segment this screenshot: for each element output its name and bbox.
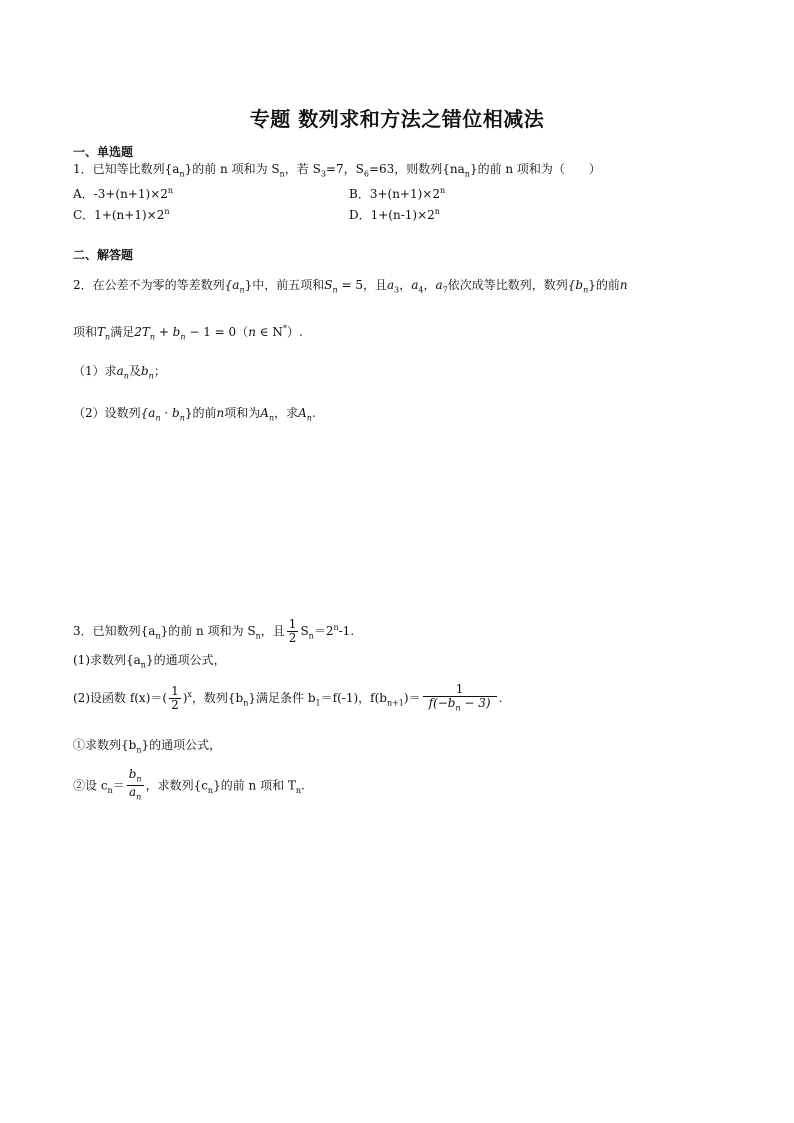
- question-3-stem: 3．已知数列$\{a_n\}$的前 n 项和为 $S_n$，且 $\frac{1}{2}$ $S_n=2^n-1$.: [73, 617, 355, 645]
- question-3-part-1: (1)求数列$\{a_n\}$的通项公式，: [73, 653, 226, 670]
- question-3-subpart-2: ②设 $c_n=$ $\frac{b_n}{a_n}$ ，求数列$\{c_n\}$的前 n 项和 $T_n$.: [73, 767, 305, 802]
- section-heading-answer: 二、解答题: [73, 248, 134, 262]
- question-2-line-1: 2．在公差不为零的等差数列$\{a_n\}$中，前五项和$S_n = 5$，且$a_3$，$a_4$，$a_7$依次成等比数列，数列$\{b_n\}$的前n: [73, 278, 628, 295]
- option-c[interactable]: C．$1+(n+1)\times 2^n$: [73, 207, 170, 222]
- fraction-b-over-a: $\frac{b_n}{a_n}$: [128, 767, 142, 802]
- question-2-part-1: （1）求$a_n$及$b_n$；: [73, 364, 166, 381]
- fraction-recurrence: $\frac{1}{f(-b_n - 3)}$: [423, 683, 497, 714]
- option-a[interactable]: A．$-3+(n+1)\times 2^n$: [73, 186, 174, 201]
- option-d[interactable]: D．$1+(n-1)\times 2^n$: [349, 207, 440, 222]
- page-title: 专题 数列求和方法之错位相减法: [249, 107, 545, 131]
- question-3-part-2: (2)设函数 f(x)＝( $\frac{1}{2}$ )$^x$，数列$\{b_n\}$满足条件 $b_1=f(-1)$，$f(b_{n+1})=$ $\frac{1}{f(-b_n - 3)}$ .: [73, 682, 503, 713]
- fraction-one-half: $\frac{1}{2}$: [171, 684, 179, 713]
- question-2-part-2: （2）设数列$\{a_n \cdot b_n\}$的前n项和为$A_n$，求$A_n$.: [73, 406, 316, 423]
- section-heading-single-choice: 一、单选题: [73, 145, 134, 159]
- fraction-one-half: $\frac{1}{2}$: [288, 617, 297, 645]
- question-2-line-2: 项和$T_n$满足$2T_n + b_n - 1 = 0(n$ ∈ N*）.: [73, 324, 303, 342]
- option-b[interactable]: B．$3+(n+1)\times 2^n$: [349, 186, 446, 201]
- question-1-stem: 1．已知等比数列$\{a_n\}$的前 n 项和为 $S_n$，若 $S_3=7$，$S_6=63$，则数列$\{na_n\}$的前 n 项和为（ ）: [73, 162, 601, 179]
- question-3-subpart-1: ①求数列$\{b_n\}$的通项公式，: [73, 738, 222, 755]
